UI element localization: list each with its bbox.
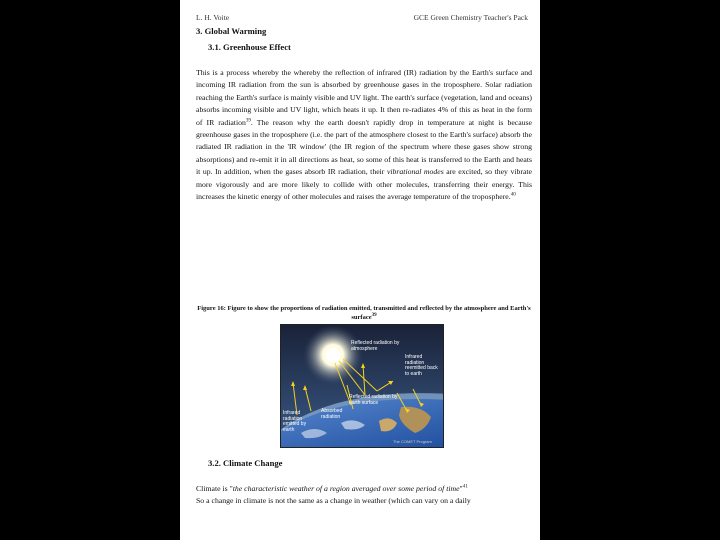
- section-heading-global-warming: 3. Global Warming: [196, 26, 267, 36]
- paragraph-text: So a change in climate is not the same as a change in weather (which can vary on a daily: [196, 496, 471, 506]
- header-author: L. H. Voite: [196, 13, 230, 22]
- paragraph-text: Climate is ": [196, 484, 233, 493]
- image-credit: The COMET Program: [393, 439, 432, 444]
- paragraph-text: This is a process whereby the whereby the reflection of infrared (IR) radiation by the Earth's surface and incoming IR radiation from the sun is absorbed by greenhouse gases in the troposphere. Solar radiation reaching the Earth's surface is mainly visible and UV light. The earth's surface (vegetation, land and oceans) absorbs incoming visible and UV light, which heats it up. It then re-radiates 4% of this as heat in the form of IR radiation: [196, 68, 532, 127]
- paragraph-text: . The reason why the earth doesn't rapidly drop in temperature at night is because greenhouse gases in the troposphere (i.e. the part of the atmosphere closest to the Earth's surface) absorb the radiated IR radiation in the 'IR window' (the IR region of the spectrum where these gases show strong absorptions) and re-emit it in all directions as heat, so some of this heat is transferred to the Earth and heats it up. In addition, when the gases absorb IR radiation, their: [196, 117, 532, 177]
- citation-ref: 41: [462, 484, 468, 490]
- header-title: GCE Green Chemistry Teacher's Pack: [413, 13, 528, 22]
- emphasis-text: the characteristic weather of a region averaged over some period of time: [232, 484, 460, 493]
- figure-caption: [196, 304, 532, 322]
- label-ir-reemitted: Infrared radiation reemitted back to earth: [405, 354, 438, 377]
- label-absorbed: Absorbed radiation: [321, 408, 343, 420]
- label-reflected-by-atmosphere: Reflected radiation by atmosphere: [351, 340, 400, 352]
- citation-ref: 39: [371, 312, 377, 318]
- label-ir-emitted: Infrared radiation emitted by earth: [283, 410, 307, 433]
- paragraph-text: are excited, so they vibrate more vigorously and are more likely to collide with other molecules, transferring their energy. This increases the kinetic energy of other molecules and raises the average temperature of the troposphere.: [196, 167, 532, 202]
- climate-paragraph: [196, 483, 532, 508]
- subsection-heading-climate-change: 3.2. Climate Change: [208, 458, 283, 468]
- greenhouse-diagram-image: [280, 324, 444, 448]
- subsection-heading-greenhouse-effect: 3.1. Greenhouse Effect: [208, 42, 291, 52]
- figure-caption-text: Figure 16: Figure to show the proportions of radiation emitted, transmitted and reflected by the atmosphere and Earth's surface: [197, 305, 531, 321]
- document-page: [180, 0, 540, 540]
- label-reflected-by-surface: Reflected radiation by earth surface: [349, 394, 398, 406]
- citation-ref: 40: [510, 192, 516, 198]
- paragraph-text: ": [459, 484, 463, 493]
- greenhouse-paragraph: [196, 67, 532, 203]
- citation-ref: 39: [245, 118, 251, 124]
- emphasis-text: vibrational modes: [386, 167, 444, 177]
